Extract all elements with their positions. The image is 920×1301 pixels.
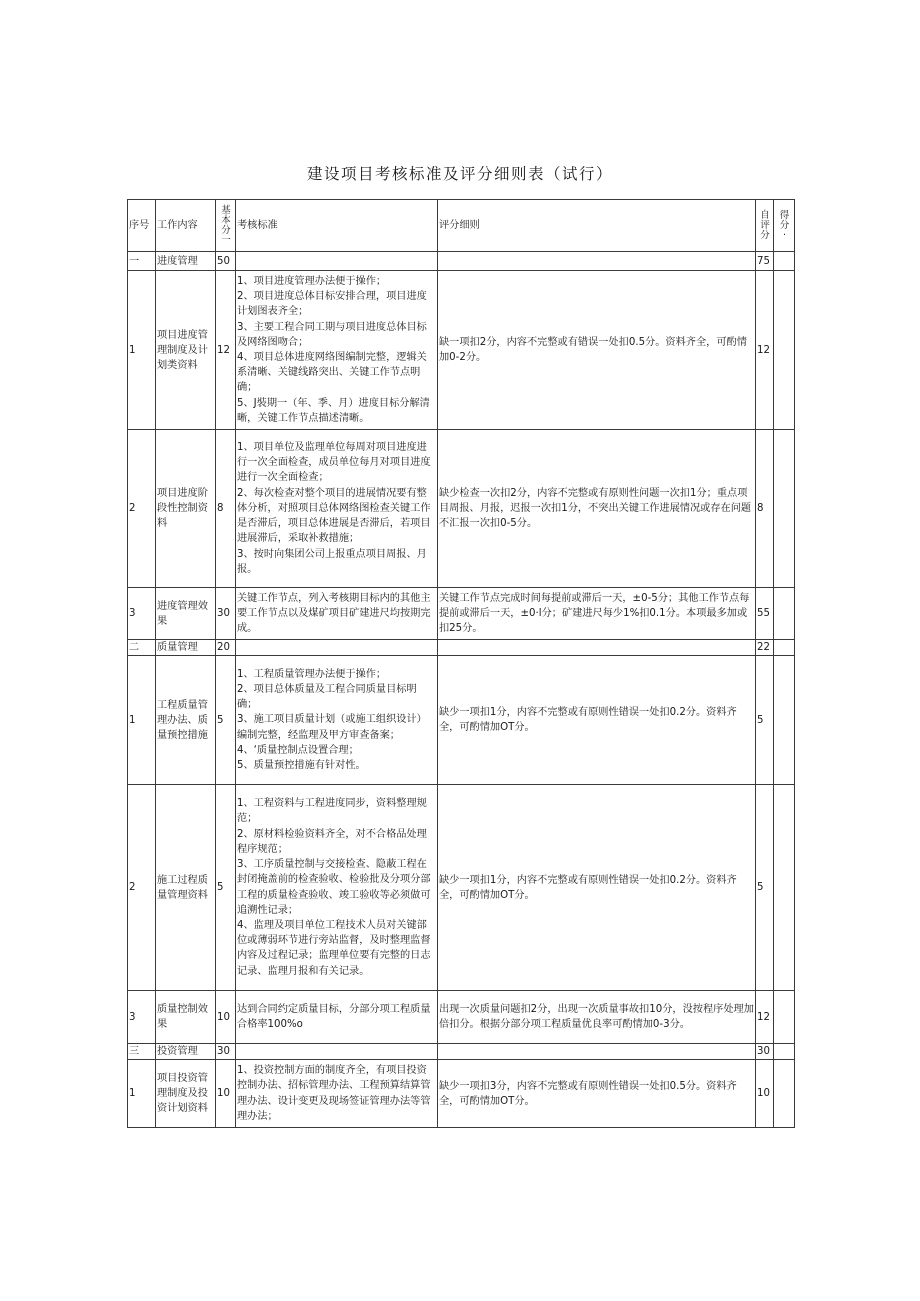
- section-row: [128, 640, 795, 656]
- row-work-content: 项目进度阶段性控制资料: [156, 430, 216, 588]
- row-work-content: 进度管理: [156, 252, 216, 271]
- criteria-item: 1、项目单位及监理单位每周对项目进度进行一次全面检查，成员单位每月对项目进度进行一次全面检查；: [237, 442, 431, 484]
- criteria-item: 关键工作节点，列入考核期目标内的其他主要工作节点以及煤矿项目矿建进尺均按期完成。: [237, 592, 431, 635]
- row-base-score: 50: [216, 252, 236, 271]
- criteria-item: 1、项目进度管理办法便于操作；: [237, 275, 387, 287]
- criteria-item: 1、投资控制方面的制度齐全，有项目投资控制办法、招标管理办法、工程预算结算管理办法、设计变更及现场签证管理办法等管理办法；: [237, 1065, 431, 1122]
- row-criteria: [236, 991, 438, 1044]
- criteria-item: 1、工程资料与工程进度同步，资料整理规范；: [237, 798, 427, 825]
- criteria-item: 4、‘质量控制点设置合理；: [237, 744, 359, 756]
- row-self-score: 12: [756, 271, 774, 430]
- row-work-content: 项目投资管理制度及投资计划资料: [156, 1060, 216, 1128]
- row-scoring-detail: 缺一项扣2分，内容不完整或有错误一处扣0.5分。资料齐全，可酌情加0-2分。: [438, 271, 756, 430]
- row-criteria: [236, 785, 438, 991]
- row-criteria: [236, 588, 438, 640]
- row-base-score: 12: [216, 271, 236, 430]
- row-work-content: 进度管理效果: [156, 588, 216, 640]
- row-seq: 1: [128, 1060, 156, 1128]
- row-final-score: [774, 430, 795, 588]
- criteria-item: 达到合同约定质量目标，分部分项工程质量合格率100%o: [237, 1003, 431, 1030]
- row-work-content: 投资管理: [156, 1044, 216, 1060]
- criteria-item: 4、项目总体进度网络图编制完整，逻辑关系清晰、关键线路突出、关键工作节点明确；: [237, 352, 427, 394]
- row-work-content: 项目进度管理制度及计划类资料: [156, 271, 216, 430]
- row-final-score: [774, 785, 795, 991]
- row-seq: 2: [128, 430, 156, 588]
- row-base-score: 8: [216, 430, 236, 588]
- row-criteria: [236, 656, 438, 785]
- row-scoring-detail: [438, 640, 756, 656]
- criteria-item: 2、原材料检验资料齐全，对不合格品处理程序规范；: [237, 828, 427, 855]
- table-row: [128, 991, 795, 1044]
- row-work-content: 工程质量管理办法、质量预控措施: [156, 656, 216, 785]
- header-score: 得 分 ·: [774, 200, 795, 252]
- row-seq: 1: [128, 656, 156, 785]
- row-scoring-detail: 关键工作节点完成时间每提前或滞后一天，±0-5分；其他工作节点每提前或滞后一天，±0·l分；矿建进尺每少1%扣0.1分。本项最多加或扣25分。: [438, 588, 756, 640]
- row-final-score: [774, 640, 795, 656]
- row-criteria: [236, 1044, 438, 1060]
- row-base-score: 10: [216, 991, 236, 1044]
- row-work-content: 质量控制效果: [156, 991, 216, 1044]
- row-base-score: 5: [216, 656, 236, 785]
- row-self-score: 75: [756, 252, 774, 271]
- row-scoring-detail: 缺少一项扣1分，内容不完整或有原则性错误一处扣0.2分。资料齐全，可酌情加OT分。: [438, 656, 756, 785]
- row-self-score: 5: [756, 785, 774, 991]
- row-self-score: 55: [756, 588, 774, 640]
- table-row: [128, 1060, 795, 1128]
- row-self-score: 8: [756, 430, 774, 588]
- header-criteria: 考核标准: [236, 200, 438, 252]
- table-row: [128, 588, 795, 640]
- row-self-score: 10: [756, 1060, 774, 1128]
- row-criteria: [236, 271, 438, 430]
- table-row: [128, 785, 795, 991]
- row-work-content: 质量管理: [156, 640, 216, 656]
- row-scoring-detail: [438, 1044, 756, 1060]
- criteria-item: 3、工序质量控制与交接检查、隐蔽工程在封闭掩盖前的检查验收、检验批及分项分部工程的质量检查验收、竣工验收等必须做可追溯性记录；: [237, 859, 431, 916]
- row-seq: 三: [128, 1044, 156, 1060]
- criteria-item: 5、J裝期一（年、季、月）进度目标分解清晰，关键工作节点描述清晰。: [237, 397, 430, 424]
- row-base-score: 30: [216, 1044, 236, 1060]
- row-base-score: 30: [216, 588, 236, 640]
- criteria-item: 5、质量预控措施有针对性。: [237, 760, 366, 771]
- row-criteria: [236, 640, 438, 656]
- criteria-item: 3、按时向集团公司上报重点项目周报、月报。: [237, 548, 427, 575]
- row-final-score: [774, 252, 795, 271]
- header-row: [128, 200, 795, 252]
- row-final-score: [774, 1060, 795, 1128]
- row-base-score: 20: [216, 640, 236, 656]
- assessment-table: [127, 199, 795, 1128]
- document-title: 建设项目考核标准及评分细则表（试行）: [306, 165, 613, 183]
- row-base-score: 5: [216, 785, 236, 991]
- criteria-item: 4、监理及项目单位工程技术人员对关键部位或薄弱环节进行旁站监督，及时整理监督内容及过程记录；监理单位要有完整的日志记录、监理月报和有关记录。: [237, 919, 431, 977]
- row-criteria: [236, 252, 438, 271]
- criteria-item: 3、施工项目质量计划（或施工组织设计）编制完整，经监理及甲方审查备案；: [237, 714, 427, 741]
- criteria-item: 2、每次检查对整个项目的进展情况要有整体分析，对照项目总体网络图检查关键工作是否滞后，项目总体进展是否滞后，若项目进展滞后，采取补救措施；: [237, 487, 431, 545]
- criteria-item: 2、项目进度总体目标安排合理，项目进度计划图表齐全；: [237, 291, 427, 318]
- criteria-item: 1、工程质量管理办法便于操作；: [237, 668, 387, 680]
- table-row: [128, 430, 795, 588]
- row-seq: 2: [128, 785, 156, 991]
- criteria-item: 2、项目总体质量及工程合同质量目标明确；: [237, 683, 417, 711]
- header-seq: 序号: [128, 200, 156, 252]
- row-scoring-detail: 缺少一项扣3分，内容不完整或有原则性错误一处扣0.5分。资料齐全，可酌情加OT分。: [438, 1060, 756, 1128]
- header-base: 基 本 分 一: [216, 200, 236, 252]
- row-seq: 1: [128, 271, 156, 430]
- row-work-content: 施工过程质量管理资料: [156, 785, 216, 991]
- header-work: 工作内容: [156, 200, 216, 252]
- row-scoring-detail: 缺少一项扣1分，内容不完整或有原则性错误一处扣0.2分。资料齐全，可酌情加OT分。: [438, 785, 756, 991]
- row-self-score: 5: [756, 656, 774, 785]
- row-seq: 3: [128, 588, 156, 640]
- section-row: [128, 1044, 795, 1060]
- row-final-score: [774, 588, 795, 640]
- row-self-score: 30: [756, 1044, 774, 1060]
- criteria-item: 3、主要工程合同工期与项目进度总体目标及网络图吻合；: [237, 321, 427, 348]
- section-row: [128, 252, 795, 271]
- row-self-score: 22: [756, 640, 774, 656]
- row-final-score: [774, 656, 795, 785]
- row-scoring-detail: [438, 252, 756, 271]
- row-base-score: 10: [216, 1060, 236, 1128]
- row-final-score: [774, 991, 795, 1044]
- header-detail: 评分细则: [438, 200, 756, 252]
- row-seq: 一: [128, 252, 156, 271]
- row-seq: 二: [128, 640, 156, 656]
- row-final-score: [774, 271, 795, 430]
- row-self-score: 12: [756, 991, 774, 1044]
- header-self-score: 自 评 分: [756, 200, 774, 252]
- row-seq: 3: [128, 991, 156, 1044]
- table-row: [128, 271, 795, 430]
- row-final-score: [774, 1044, 795, 1060]
- row-scoring-detail: 出现一次质量问题扣2分，出现一次质量事故扣10分，没按程序处理加倍扣分。根据分部分项工程质量优良率可酌情加0-3分。: [438, 991, 756, 1044]
- row-criteria: [236, 430, 438, 588]
- row-criteria: [236, 1060, 438, 1128]
- row-scoring-detail: 缺少检查一次扣2分，内容不完整或有原则性问题一次扣1分；重点项目周报、月报，迟报一次扣1分，不突出关键工作进展情况或存在问题不汇报一次扣0-5分。: [438, 430, 756, 588]
- table-row: [128, 656, 795, 785]
